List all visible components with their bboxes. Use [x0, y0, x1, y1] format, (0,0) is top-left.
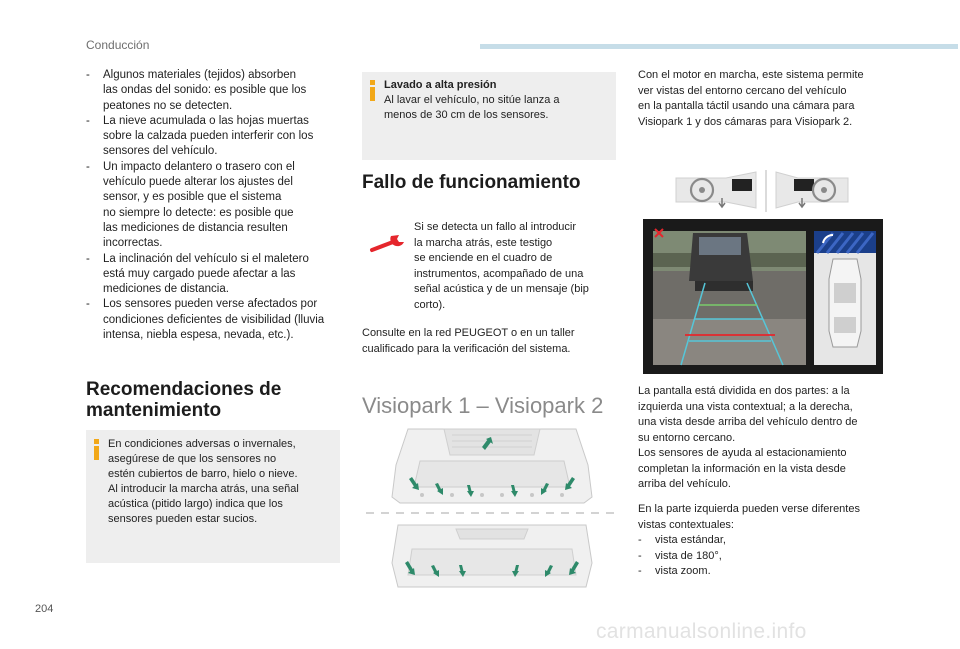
maintenance-box-line: Al introducir la marcha atrás, una señal	[108, 483, 299, 495]
page-number: 204	[35, 603, 54, 615]
limitation-item-line: La inclinación del vehículo si el maletero	[103, 252, 309, 265]
pressure-info-box	[362, 72, 616, 160]
limitation-item-line: condiciones deficientes de visibilidad (lluvia	[103, 313, 325, 326]
consult-line: cualificado para la verificación del sistema.	[362, 342, 571, 355]
pressure-line: menos de 30 cm de los sensores.	[384, 109, 549, 121]
limitation-item-line: Algunos materiales (tejidos) absorben	[103, 69, 297, 81]
limitation-item-line: sobre la calzada pueden interferir con los	[103, 130, 314, 143]
view-item-line: vista zoom.	[655, 565, 711, 577]
split-line: su entorno cercano.	[638, 431, 736, 444]
pressure-line: Al lavar el vehículo, no sitúe lanza a	[384, 94, 560, 106]
top-down-view	[814, 231, 876, 365]
split-line: Los sensores de ayuda al estacionamiento	[638, 447, 847, 459]
intro-line: en la pantalla táctil usando una cámara para	[638, 100, 855, 112]
rear-bumper-illustration	[392, 525, 592, 587]
limitation-item-line: está muy cargado puede afectar a las	[103, 267, 296, 280]
limitation-item-line: La nieve acumulada o las hojas muertas	[103, 114, 309, 127]
limitation-item-line: vehículo puede alterar los ajustes del	[103, 176, 293, 189]
fault-title: Fallo de funcionamiento	[362, 172, 581, 193]
bullet-dash: -	[638, 565, 642, 577]
fault-line: Si se detecta un fallo al introducir	[414, 221, 577, 233]
pressure-box-content	[384, 78, 612, 123]
consult-text	[362, 326, 622, 357]
split-line: La pantalla está dividida en dos partes: a la	[638, 385, 850, 397]
fault-line: la marcha atrás, este testigo	[414, 236, 553, 249]
bullet-dash: -	[86, 252, 90, 265]
rear-camera-icon	[776, 172, 848, 208]
bullet-dash: -	[638, 534, 642, 546]
screen-split-text	[638, 384, 908, 493]
consult-line: Consulte en la red PEUGEOT o en un taller	[362, 327, 575, 339]
limitation-item-line: incorrectas.	[103, 237, 163, 250]
limitation-item	[86, 160, 346, 252]
reversing-camera-screen	[643, 219, 883, 374]
view-item-line: vista de 180°,	[655, 549, 722, 562]
bullet-dash: -	[86, 69, 90, 81]
split-line: completan la información en la vista desde	[638, 462, 846, 475]
wrench-warning-icon	[369, 230, 409, 254]
visiopark-intro-text	[638, 68, 908, 130]
limitation-item-line: peatones no se detecten.	[103, 99, 233, 112]
maintenance-box-line: sensores pueden estar sucios.	[108, 513, 258, 525]
limitations-list	[86, 68, 346, 343]
maintenance-heading	[86, 379, 346, 421]
views-intro	[638, 502, 908, 533]
section-label: Conducción	[86, 38, 150, 52]
pressure-title: Lavado a alta presión	[384, 79, 497, 91]
bullet-dash: -	[86, 298, 90, 311]
bullet-dash: -	[86, 114, 90, 127]
limitation-item	[86, 68, 346, 114]
limitation-item-line: sensores del vehículo.	[103, 145, 218, 158]
view-item	[638, 533, 908, 549]
views-list	[638, 533, 908, 580]
view-item-line: vista estándar,	[655, 534, 726, 546]
pressure-text	[384, 93, 612, 123]
maintenance-box-line: asegúrese de que los sensores no	[108, 453, 277, 465]
maintenance-box-line: estén cubiertos de barro, hielo o nieve.	[108, 468, 298, 480]
view-item	[638, 564, 908, 580]
split-line: arriba del vehículo.	[638, 478, 731, 490]
maintenance-title-line1: Recomendaciones de	[86, 379, 282, 400]
split-line: izquierda una vista contextual; a la derecha,	[638, 400, 853, 413]
maintenance-box-text	[108, 437, 336, 527]
limitation-item	[86, 297, 346, 343]
watermark: carmanualsonline.info	[596, 620, 807, 643]
maintenance-box-line: acústica (pitido largo) indica que los	[108, 498, 283, 510]
fault-line: señal acústica y de un mensaje (bip	[414, 283, 589, 295]
maintenance-title-line2: mantenimiento	[86, 400, 222, 421]
info-icon	[368, 80, 378, 102]
fault-description	[414, 220, 614, 313]
split-line: una vista desde arriba del vehículo dentro de	[638, 416, 858, 428]
limitation-item-line: Un impacto delantero o trasero con el	[103, 160, 295, 173]
fault-line: corto).	[414, 298, 446, 311]
vehicle-sensors-diagram	[364, 425, 620, 597]
limitation-item-line: sensor, y es posible que el sistema	[103, 191, 282, 204]
maintenance-info-box	[86, 430, 340, 563]
views-intro-line: En la parte izquierda pueden verse diferentes	[638, 503, 860, 515]
front-camera-icon	[676, 172, 756, 208]
intro-line: Visiopark 1 y dos cámaras para Visiopark 2.	[638, 115, 853, 128]
context-views	[638, 502, 908, 580]
fault-line: instrumentos, acompañado de una	[414, 267, 584, 280]
front-bumper-illustration	[392, 429, 592, 503]
view-item	[638, 549, 908, 565]
info-icon	[92, 439, 102, 461]
limitation-item-line: las mediciones de distancia resulten	[103, 221, 288, 234]
intro-line: ver vistas del entorno cercano del vehículo	[638, 84, 847, 97]
limitation-item	[86, 114, 346, 160]
fault-line: se enciende en el cuadro de	[414, 252, 553, 264]
views-intro-line: vistas contextuales:	[638, 518, 734, 531]
bullet-dash: -	[86, 160, 90, 173]
camera-views-icons	[672, 170, 852, 212]
intro-line: Con el motor en marcha, este sistema permite	[638, 69, 864, 81]
limitation-item-line: intensa, niebla espesa, nevada, etc.).	[103, 329, 294, 342]
limitation-item-line: mediciones de distancia.	[103, 283, 229, 296]
limitation-item	[86, 252, 346, 298]
visiopark-title: Visiopark 1 – Visiopark 2	[362, 393, 604, 418]
maintenance-box-line: En condiciones adversas o invernales,	[108, 438, 296, 450]
limitation-item-line: no siempre lo detecte: es posible que	[103, 206, 294, 219]
bullet-dash: -	[638, 549, 642, 562]
limitation-item-line: las ondas del sonido: es posible que los	[103, 84, 307, 97]
rear-camera-view	[653, 229, 806, 365]
header-accent-bar	[480, 44, 958, 49]
limitation-item-line: Los sensores pueden verse afectados por	[103, 298, 318, 311]
